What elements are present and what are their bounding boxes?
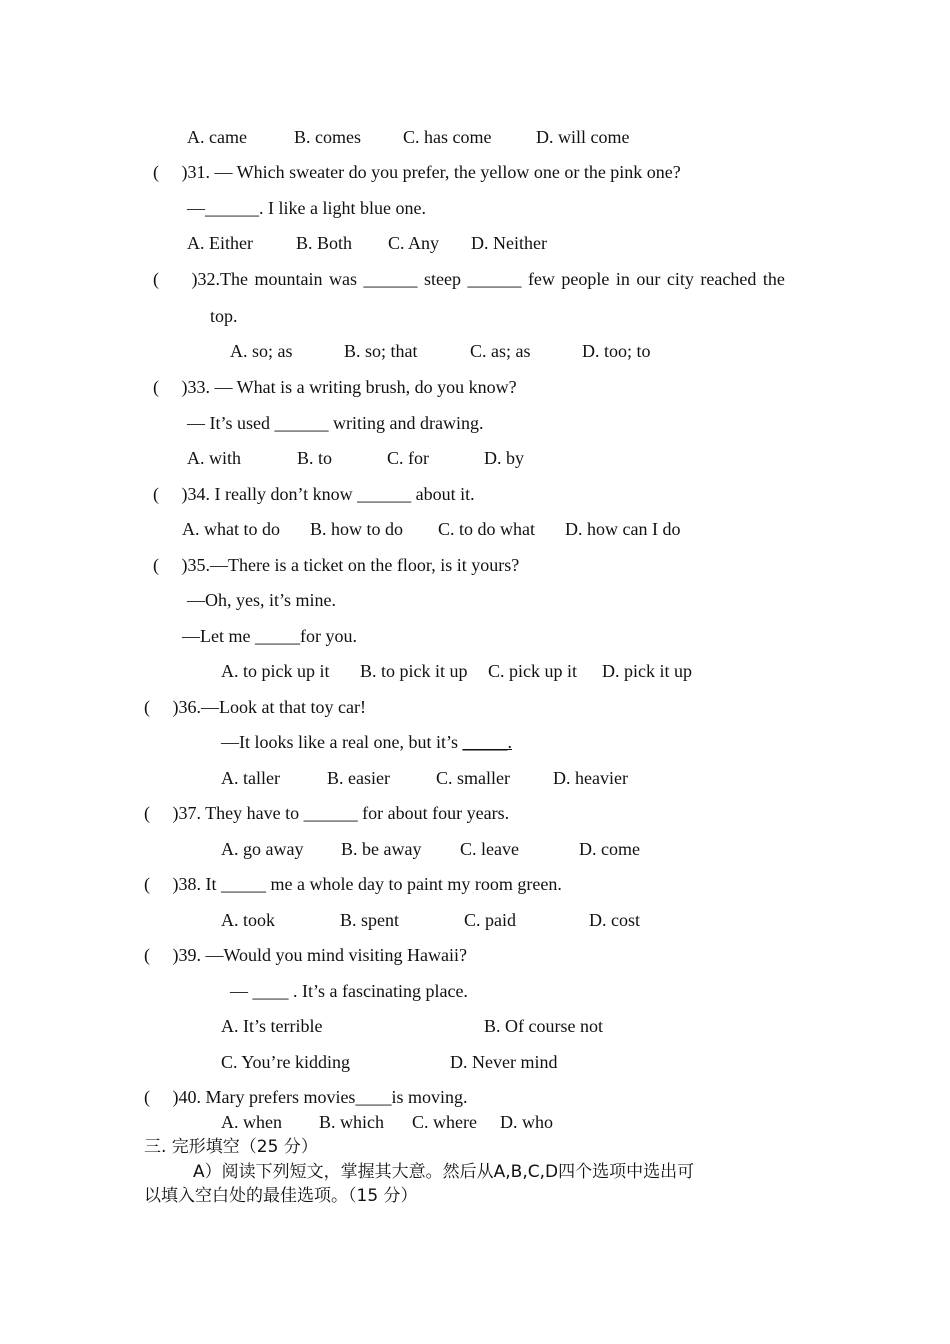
q34-option-d: D. how can I do <box>565 519 681 539</box>
q31-option-a: A. Either <box>187 233 253 253</box>
q33-option-a: A. with <box>187 448 241 468</box>
q35-option-a: A. to pick up it <box>221 661 330 681</box>
q37-option-d: D. come <box>579 839 640 859</box>
q40-option-b: B. which <box>319 1112 384 1132</box>
q31-option-b: B. Both <box>296 233 353 253</box>
q34-option-c: C. to do what <box>438 519 535 539</box>
q39-option-d: D. Never mind <box>450 1052 558 1072</box>
section-3-instruction-continued: 以填入空白处的最佳选项。（15 分） <box>144 1186 418 1206</box>
q31-reply: —______. I like a light blue one. <box>187 198 426 218</box>
q35-option-d: D. pick it up <box>602 661 692 681</box>
q36-option-a: A. taller <box>221 768 280 788</box>
q38-option-d: D. cost <box>589 910 640 930</box>
question-32-continued: top. <box>210 306 238 326</box>
q35-reply-2: —Let me _____for you. <box>182 626 357 646</box>
q34-option-b: B. how to do <box>310 519 404 539</box>
q30-option-b: B. comes <box>294 127 361 147</box>
q36-option-d: D. heavier <box>553 768 628 788</box>
q36-option-b: B. easier <box>327 768 390 788</box>
q36-reply <box>221 730 512 754</box>
q33-option-d: D. by <box>484 448 524 468</box>
q31-option-d: D. Neither <box>471 233 547 253</box>
q40-option-d: D. who <box>500 1112 553 1132</box>
section-3-instruction: A）阅读下列短文，掌握其大意。然后从A,B,C,D四个选项中选出可 <box>193 1162 695 1182</box>
q30-option-d: D. will come <box>536 127 630 147</box>
question-31: ( )31. — Which sweater do you prefer, the yellow one or the pink one? <box>153 162 681 182</box>
q32-option-b: B. so; that <box>344 341 418 361</box>
q39-option-c: C. You’re kidding <box>221 1052 351 1072</box>
question-33: ( )33. — What is a writing brush, do you know? <box>153 377 517 397</box>
section-3-heading: 三. 完形填空（25 分） <box>144 1137 318 1157</box>
question-36: ( )36.—Look at that toy car! <box>144 697 366 717</box>
question-39: ( )39. —Would you mind visiting Hawaii? <box>144 945 468 965</box>
q38-option-c: C. paid <box>464 910 516 930</box>
q35-option-b: B. to pick it up <box>360 661 468 681</box>
question-40: ( )40. Mary prefers movies____is moving. <box>144 1087 468 1107</box>
q32-option-c: C. as; as <box>470 341 531 361</box>
q38-option-b: B. spent <box>340 910 400 930</box>
q37-option-c: C. leave <box>460 839 519 859</box>
q34-option-a: A. what to do <box>182 519 280 539</box>
question-35: ( )35.—There is a ticket on the floor, is it yours? <box>153 555 520 575</box>
q39-option-a: A. It’s terrible <box>221 1016 323 1036</box>
q32-option-a: A. so; as <box>230 341 293 361</box>
q39-reply: — ____ . It’s a fascinating place. <box>230 981 468 1001</box>
q31-option-c: C. Any <box>388 233 440 253</box>
q36-blank: _____. <box>462 732 512 752</box>
q37-option-a: A. go away <box>221 839 304 859</box>
question-37: ( )37. They have to ______ for about four years. <box>144 803 510 823</box>
q37-option-b: B. be away <box>341 839 422 859</box>
q36-reply-text: —It looks like a real one, but it’s <box>221 732 463 752</box>
q35-option-c: C. pick up it <box>488 661 577 681</box>
q32-option-d: D. too; to <box>582 341 651 361</box>
q33-reply: — It’s used ______ writing and drawing. <box>187 413 484 433</box>
q39-option-b: B. Of course not <box>484 1016 603 1036</box>
q30-option-a: A. came <box>187 127 247 147</box>
q33-option-b: B. to <box>297 448 333 468</box>
question-32: ( )32.The mountain was ______ steep ______ few people in our city reached the <box>153 269 785 289</box>
q38-option-a: A. took <box>221 910 275 930</box>
q33-option-c: C. for <box>387 448 429 468</box>
q35-reply: —Oh, yes, it’s mine. <box>187 590 336 610</box>
q40-option-a: A. when <box>221 1112 282 1132</box>
q36-option-c: C. smaller <box>436 768 510 788</box>
question-34: ( )34. I really don’t know ______ about it. <box>153 484 475 504</box>
question-38: ( )38. It _____ me a whole day to paint my room green. <box>144 874 562 894</box>
q30-option-c: C. has come <box>403 127 492 147</box>
q40-option-c: C. where <box>412 1112 477 1132</box>
